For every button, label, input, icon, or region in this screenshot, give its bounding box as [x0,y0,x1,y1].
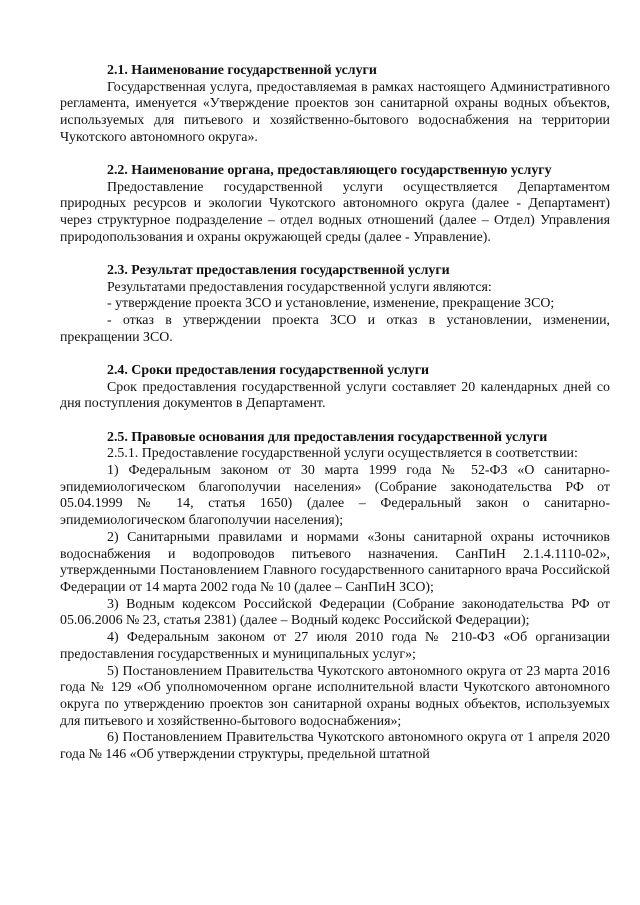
list-item: 6) Постановлением Правительства Чукотского автономного округа от 1 апреля 2020 года № 146 «Об утверждении структуры, предельной штатной [60,730,610,763]
section-heading: 2.4. Сроки предоставления государственной услуги [107,363,430,379]
list-item: 2) Санитарными правилами и нормами «Зоны санитарной охраны источников водоснабжения и водопроводов питьевого назначения. СанПиН 2.1.4.1110-02», утвержденными Постановлением Главного государственного санитарного врача Российской Федерации от 14 марта 2002 года № 10 (далее – СанПиН ЗСО); [60,529,610,595]
list-item: - утверждение проекта ЗСО и установление, изменение, прекращение ЗСО; [107,296,555,312]
paragraph: 2.5.1. Предоставление государственной услуги осуществляется в соответствии: [107,446,578,462]
paragraph: Государственная услуга, предоставляемая в рамках настоящего Административного регламента, именуется «Утверждение проектов зон санитарной охраны водных объектов, используемых для питьевого и хозяйственно-бытового водоснабжения на территории Чукотского автономного округа». [60,79,610,145]
section-heading: 2.1. Наименование государственной услуги [107,63,377,78]
list-item: 1) Федеральным законом от 30 марта 1999 года № 52-ФЗ «О санитарно-эпидемиологическом благополучии населения» (Собрание законодательства РФ от 05.04.1999 № 14, статья 1650) (далее – Федеральный закон о санитарно-эпидемиологическом благополучии населения); [60,463,610,529]
section-2-5 [60,430,610,764]
section-2-4 [60,363,610,413]
paragraph: Срок предоставления государственной услуги составляет 20 календарных дней со дня поступления документов в Департамент. [60,379,610,412]
list-item: 3) Водным кодексом Российской Федерации (Собрание законодательства РФ от 05.06.2006 № 23, статья 2381) (далее – Водный кодекс Российской Федерации); [60,596,610,629]
section-heading: 2.3. Результат предоставления государственной услуги [107,263,450,279]
list-item: 4) Федеральным законом от 27 июля 2010 года № 210-ФЗ «Об организации предоставления государственных и муниципальных услуг»; [60,630,610,662]
section-2-3 [60,263,610,347]
section-heading: 2.5. Правовые основания для предоставления государственной услуги [107,429,548,445]
section-heading: 2.2. Наименование органа, предоставляющего государственную услугу [107,163,552,179]
list-item: 5) Постановлением Правительства Чукотского автономного округа от 23 марта 2016 года № 129 «Об уполномоченном органе исполнительной власти Чукотского автономного округа по утверждению проектов зон санитарной охраны водных объектов, используемых для питьевого и хозяйственно-бытового водоснабжения»; [60,663,610,729]
section-2-1 [60,63,610,147]
paragraph: Предоставление государственной услуги осуществляется Департаментом природных ресурсов и экологии Чукотского автономного округа (далее - Департамент) через структурное подразделение – отдел водных отношений (далее – Отдел) Управления природопользования и охраны окружающей среды (далее - Управление). [60,179,610,245]
section-2-2 [60,163,610,247]
paragraph: Результатами предоставления государственной услуги являются: [107,279,492,295]
list-item: - отказ в утверждении проекта ЗСО и отказ в установлении, изменении, прекращении ЗСО. [60,313,610,345]
